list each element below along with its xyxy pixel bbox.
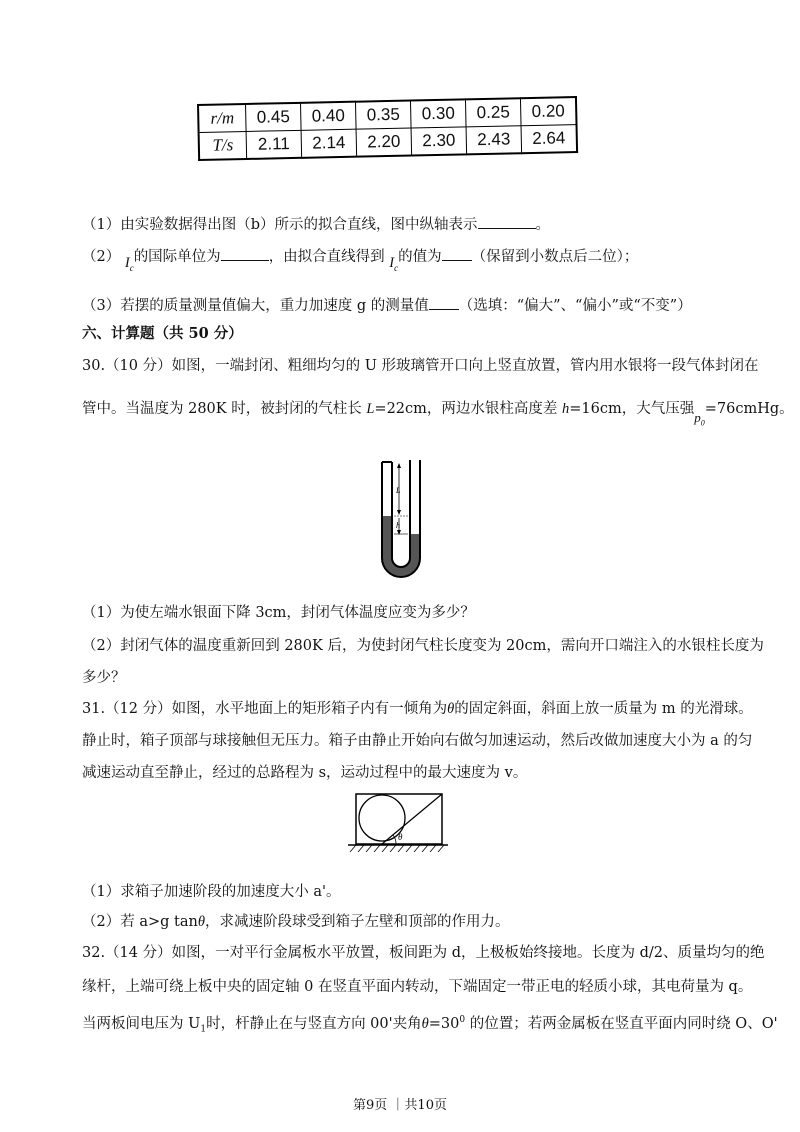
table-cell: 0.30 — [410, 99, 466, 128]
symbol-h: h — [562, 401, 570, 417]
table-header-cell: r/m — [198, 104, 246, 132]
q32-text: 当两板间电压为 U — [82, 1015, 201, 1032]
symbol-I: I — [124, 255, 130, 271]
table-cell: 2.64 — [521, 125, 577, 154]
q30-text: =16cm，大气压强 — [569, 401, 695, 417]
box-slope-figure — [346, 792, 450, 858]
arrow-icon — [397, 510, 401, 515]
mercury-right — [410, 534, 420, 558]
q29-part2-text: ，由拟合直线得到 — [268, 249, 385, 265]
q32-text: 时，杆静止在与竖直方向 00'夹角 — [206, 1015, 422, 1032]
q29-part1 — [82, 214, 550, 234]
q29-part2-text: （保留到小数点后二位）； — [471, 249, 639, 265]
answer-blank — [442, 246, 472, 261]
q31-sub1: （1）求箱子加速阶段的加速度大小 a'。 — [82, 884, 341, 900]
symbol-theta: θ — [197, 914, 205, 930]
q30-text: =76cmHg。 — [704, 401, 794, 417]
table-cell: 2.11 — [246, 130, 302, 159]
page-footer: 第9页 ｜共10页 — [353, 1098, 447, 1113]
table-cell: 0.45 — [246, 103, 302, 132]
section-heading: 六、计算题（共 50 分） — [82, 325, 243, 342]
q31-line1 — [82, 700, 753, 718]
u-tube-figure — [370, 458, 432, 590]
symbol-subscript: c — [129, 262, 134, 273]
table-cell: 2.30 — [411, 127, 467, 156]
superscript: 0 — [459, 1015, 466, 1025]
symbol-Ic — [389, 255, 398, 271]
table-cell: 2.43 — [466, 126, 522, 155]
figure-label-theta: θ — [398, 832, 403, 842]
table-cell: 2.20 — [356, 128, 412, 157]
tube-inner-wall — [392, 460, 410, 567]
figure-label-h: h — [396, 521, 400, 530]
q29-part2-text: 的国际单位为 — [133, 249, 221, 265]
answer-blank — [221, 246, 269, 261]
arrow-icon — [397, 463, 401, 468]
symbol-p0 — [694, 410, 705, 428]
mercury-left — [382, 516, 392, 558]
figure-label-L: L — [396, 486, 401, 495]
q29-part2-text: 的值为 — [398, 249, 442, 265]
q32-line2: 缘杆，上端可绕上板中央的固定轴 0 在竖直平面内转动，下端固定一带正电的轻质小球，其电荷量为 q。 — [82, 979, 753, 995]
q30-sub2: （2）封闭气体的温度重新回到 280K 后，为使封闭气柱长度变为 20cm，需向开口端注入的水银柱长度为 — [82, 638, 764, 654]
q30-sub2-cont: 多少？ — [82, 670, 126, 686]
symbol-L: L — [366, 401, 375, 417]
symbol-theta: θ — [421, 1015, 429, 1032]
q32-text: 的位置；若两金属板在竖直平面内同时绕 O、O' — [465, 1015, 778, 1032]
q32-line3 — [82, 1011, 778, 1039]
symbol-p: p — [694, 410, 701, 425]
symbol-Ic — [125, 255, 134, 271]
symbol-I: I — [389, 255, 395, 271]
q29-part2 — [82, 246, 638, 271]
q31-line2: 静止时，箱子顶部与球接触但无压力。箱子由静止开始向右做匀加速运动，然后改做加速度大小为 a 的匀 — [82, 733, 753, 749]
ground-hatch — [350, 845, 444, 852]
table-cell: 0.35 — [355, 101, 411, 130]
q31-text: 的固定斜面，斜面上放一质量为 m 的光滑球。 — [454, 701, 753, 717]
q31-text: ，求减速阶段球受到箱子左壁和顶部的作用力。 — [204, 914, 510, 930]
incline-line — [382, 794, 442, 844]
q30-sub1: （1）为使左端水银面下降 3cm，封闭气体温度应变为多少？ — [82, 605, 475, 621]
q31-text: （2）若 a>g tan — [82, 914, 198, 930]
q29-part1-end: 。 — [535, 217, 551, 233]
table-header-cell: T/s — [199, 131, 247, 159]
table-cell: 0.20 — [520, 97, 576, 126]
symbol-theta: θ — [447, 701, 455, 717]
q29-part3-text: （3）若摆的质量测量值偏大，重力加速度 g 的测量值 — [82, 298, 429, 314]
q31-line3: 减速运动直至静止，经过的总路程为 s，运动过程中的最大速度为 v。 — [82, 765, 528, 781]
q29-part2-label: （2） — [82, 249, 121, 265]
q30-text: =22cm，两边水银柱高度差 — [374, 401, 563, 417]
table-cell: 0.25 — [465, 98, 521, 127]
q30-line1: 30.（10 分）如图，一端封闭、粗细均匀的 U 形玻璃管开口向上竖直放置，管内用水银将一段气体封闭在 — [82, 358, 759, 374]
q32-line1: 32.（14 分）如图，一对平行金属板水平放置，板间距为 d，上极板始终接地。长度为 d/2、质量均匀的绝 — [82, 945, 765, 961]
q31-sub2 — [82, 913, 509, 931]
q29-part3 — [82, 295, 692, 315]
q29-part1-text: （1）由实验数据得出图（b）所示的拟合直线，图中纵轴表示 — [82, 217, 478, 233]
answer-blank — [429, 295, 459, 310]
data-table — [197, 96, 578, 161]
q31-text: 31.（12 分）如图，水平地面上的矩形箱子内有一倾角为 — [82, 701, 448, 717]
q32-text: =30 — [428, 1015, 460, 1032]
table-cell: 0.40 — [300, 102, 356, 131]
symbol-subscript: c — [394, 262, 399, 273]
table-cell: 2.14 — [301, 129, 357, 158]
subscript: 1 — [200, 1024, 207, 1035]
symbol-subscript: 0 — [700, 418, 705, 428]
answer-blank — [478, 214, 536, 229]
q30-line2 — [82, 400, 794, 428]
q30-text: 管中。当温度为 280K 时，被封闭的气柱长 — [82, 401, 367, 417]
q29-part3-text: （选填：“偏大”、“偏小”或“不变”） — [458, 298, 692, 314]
